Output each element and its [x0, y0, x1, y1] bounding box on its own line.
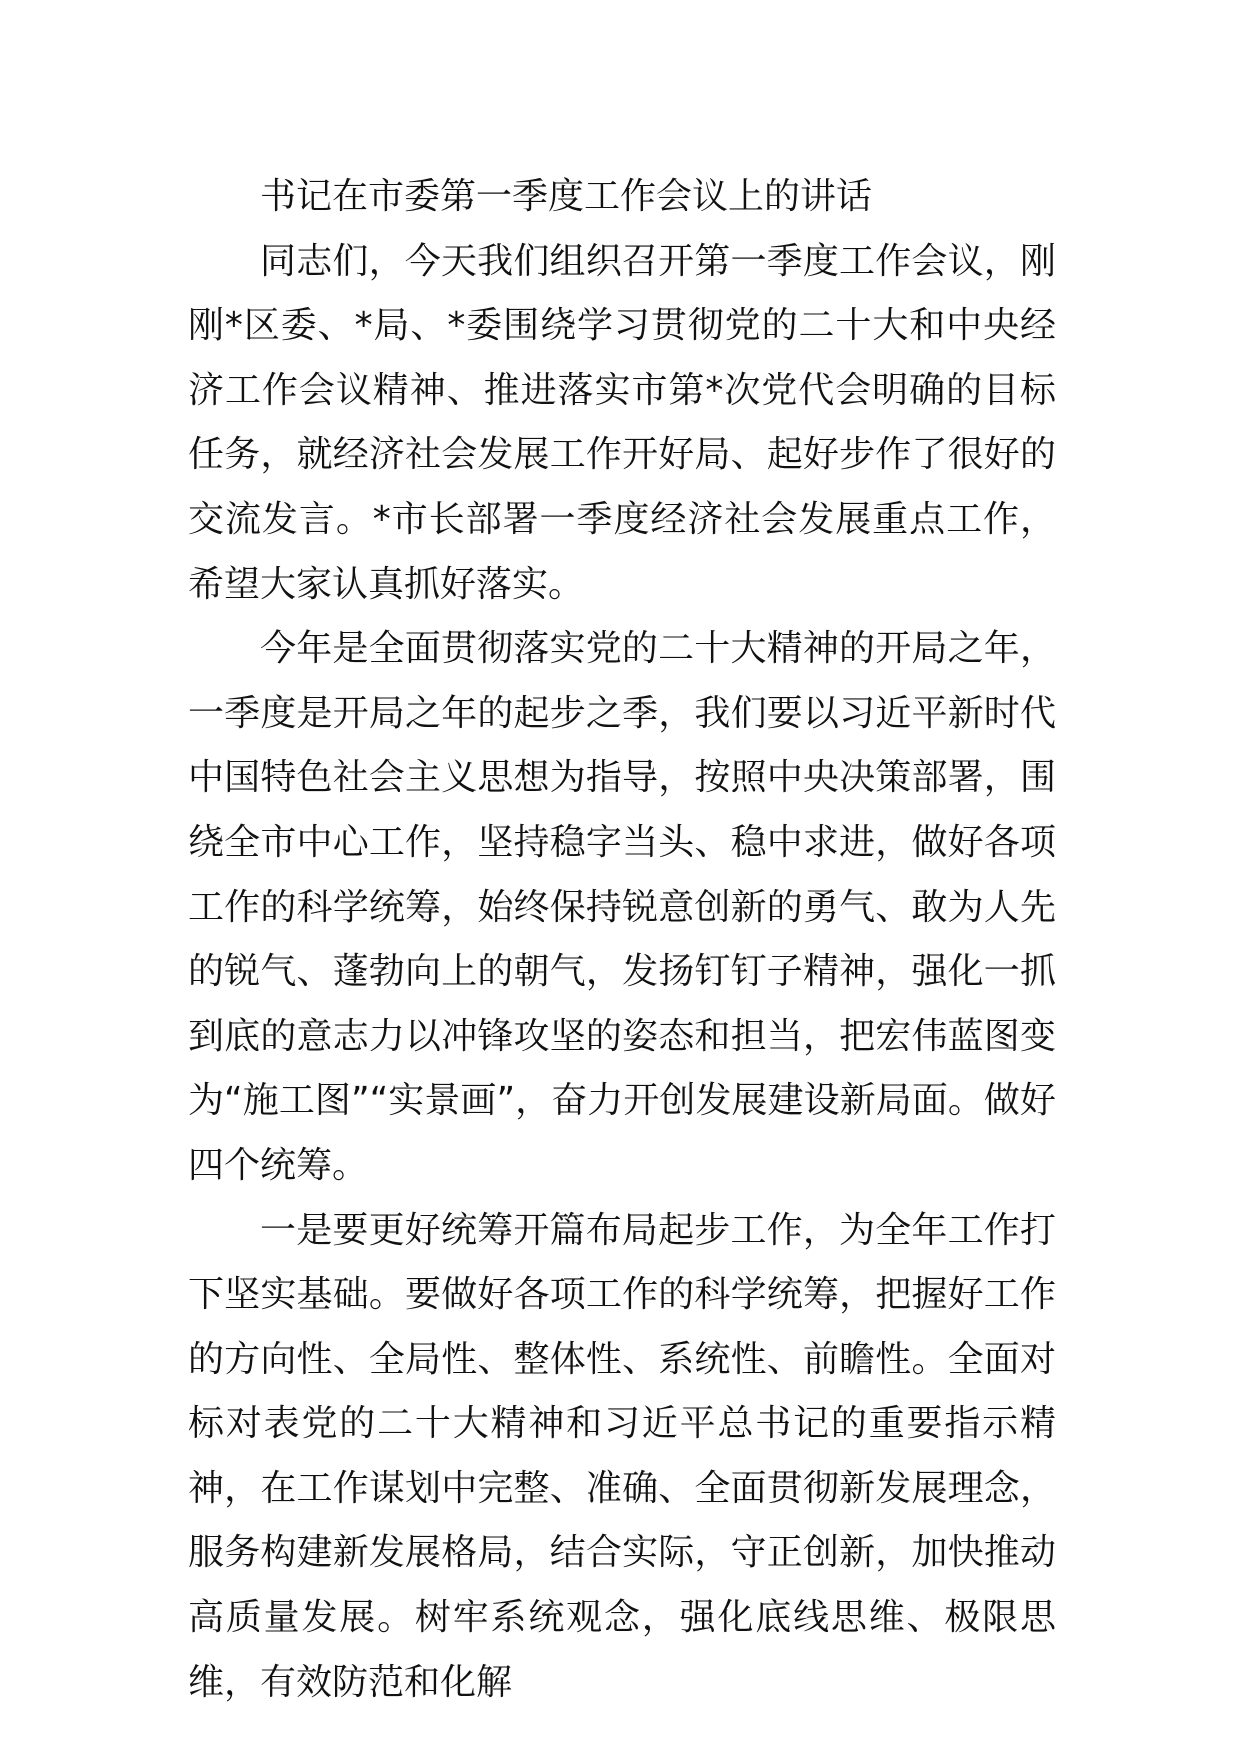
- paragraph: 一是要更好统筹开篇布局起步工作，为全年工作打下坚实基础。要做好各项工作的科学统筹，把握好工作的方向性、全局性、整体性、系统性、前瞻性。全面对标对表党的二十大精神和习近平总书记的重要指示精神，在工作谋划中完整、准确、全面贯彻新发展理念，服务构建新发展格局，结合实际，守正创新，加快推动高质量发展。树牢系统观念，强化底线思维、极限思维，有效防范和化解: [188, 1209, 1056, 1703]
- document-title: 书记在市委第一季度工作会议上的讲话: [260, 176, 873, 217]
- paragraph: 今年是全面贯彻落实党的二十大精神的开局之年，一季度是开局之年的起步之季，我们要以习近平新时代中国特色社会主义思想为指导，按照中央决策部署，围绕全市中心工作，坚持稳字当头、稳中求进，做好各项工作的科学统筹，始终保持锐意创新的勇气、敢为人先的锐气、蓬勃向上的朝气，发扬钉钉子精神，强化一抓到底的意志力以冲锋攻坚的姿态和担当，把宏伟蓝图变为“施工图”“实景画”，奋力开创发展建设新局面。做好四个统筹。: [188, 628, 1056, 1186]
- paragraph: 同志们，今天我们组织召开第一季度工作会议，刚刚*区委、*局、*委围绕学习贯彻党的二十大和中央经济工作会议精神、推进落实市第*次党代会明确的目标任务，就经济社会发展工作开好局、起好步作了很好的交流发言。*市长部署一季度经济社会发展重点工作，希望大家认真抓好落实。: [188, 240, 1056, 605]
- document-body: [188, 165, 1056, 1715]
